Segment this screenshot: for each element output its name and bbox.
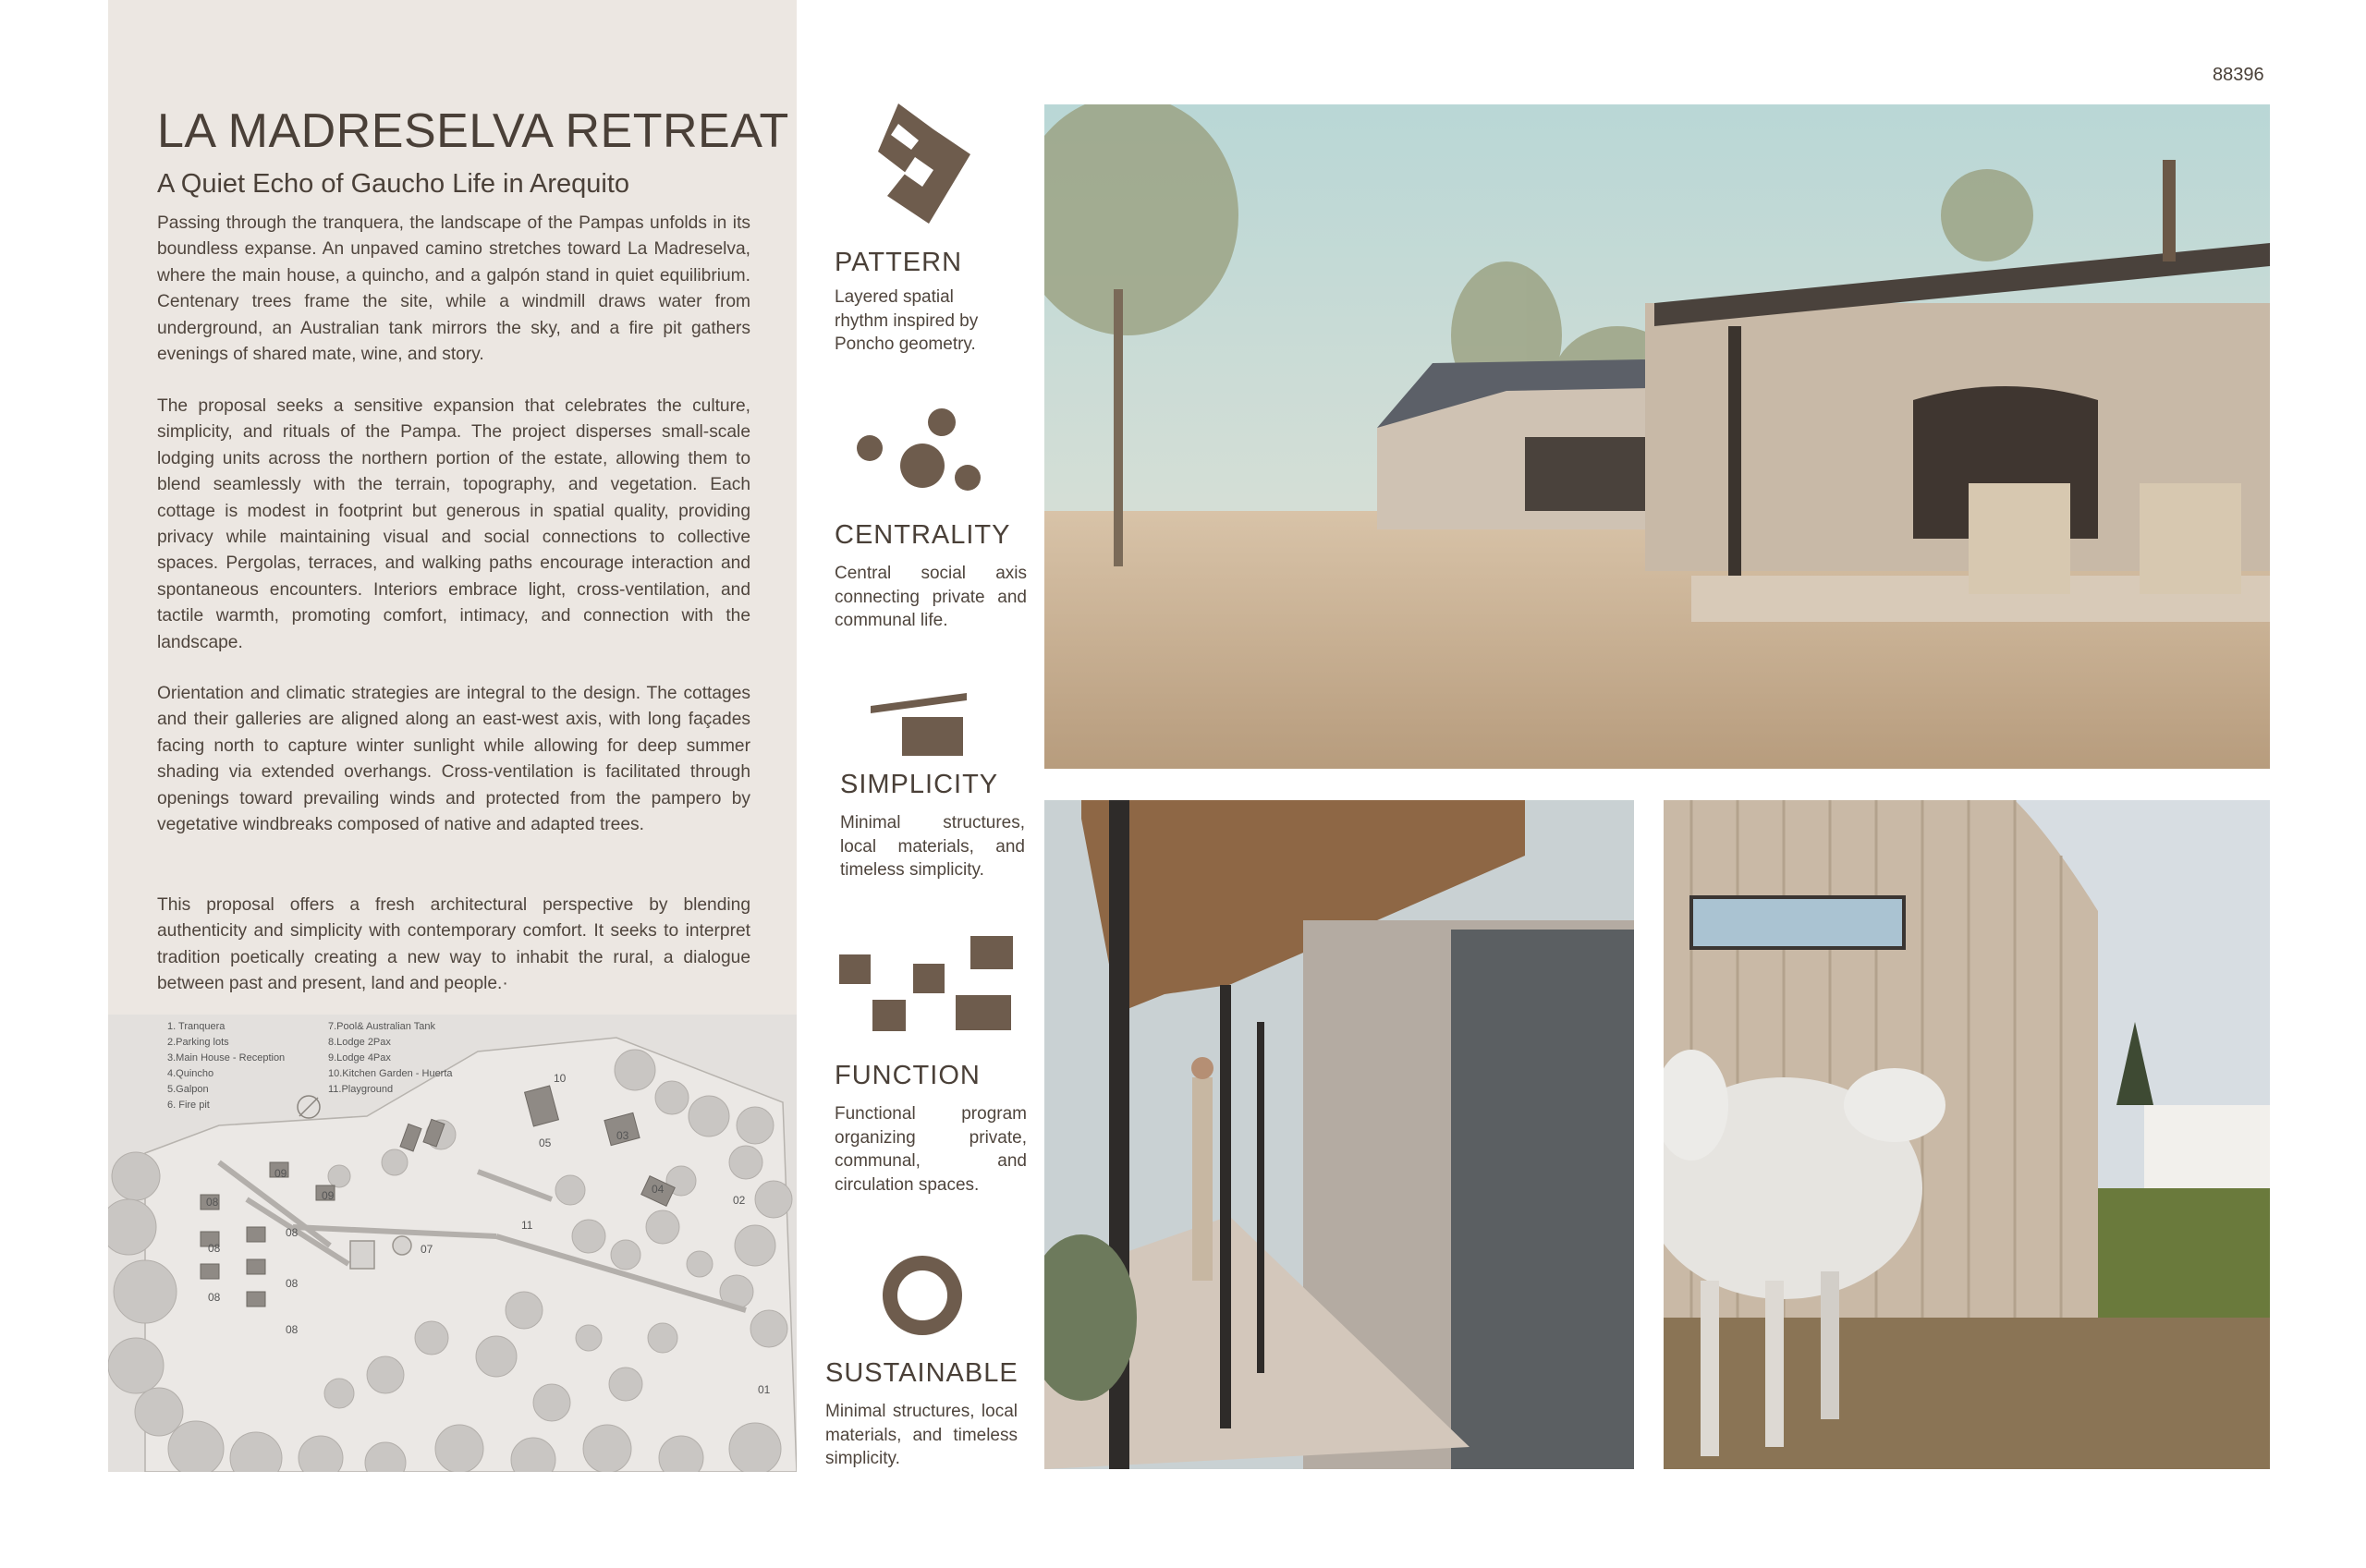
plan-label: 08: [208, 1291, 221, 1304]
concept-description: Minimal structures, local materials, and timeless simplicity.: [825, 1402, 1018, 1468]
concept-title: PATTERN: [835, 248, 963, 277]
plan-label: 08: [286, 1323, 299, 1336]
sustainable-ring-icon: [880, 1253, 965, 1338]
plan-label: 09: [322, 1189, 335, 1202]
plan-label: 04: [652, 1183, 665, 1196]
project-title: LA MADRESELVA RETREAT: [157, 104, 789, 158]
plan-label: 02: [733, 1194, 746, 1207]
plan-label: 08: [206, 1196, 219, 1209]
concept-description: Minimal structures, local materials, and timeless simplicity.: [840, 813, 1025, 880]
description-paragraph: Passing through the tranquera, the landscape of the Pampas unfolds in its boundless expanse. An unpaved camino stretches toward La Madreselva, where the main house, a quincho, and a galpón stand in quiet equilibrium. Centenary trees frame the site, while a windmill draws water from underground, an Australian tank mirrors the sky, and a fire pit gathers evenings of shared mate, wine, and story.: [157, 213, 750, 365]
site-plan: [108, 1015, 797, 1472]
concept-title: FUNCTION: [835, 1061, 981, 1090]
project-subtitle: A Quiet Echo of Gaucho Life in Arequito: [157, 169, 630, 199]
function-blocks-icon: [839, 936, 1015, 1031]
horses-barn-photo: [1664, 800, 2270, 1469]
concept-centrality: [835, 520, 1027, 633]
description-paragraph: Orientation and climatic strategies are integral to the design. The cottages and their galleries are aligned along an east-west axis, with long façades facing north to capture winter sunlight while allowing for deep summer shading via extended overhangs. Cross-ventilation is facilitated through openings toward prevailing winds and protected from the pampero by vegetative windbreaks composed of native and adapted trees.: [157, 684, 750, 835]
centrality-dots-icon: [855, 407, 984, 494]
concept-title: SIMPLICITY: [840, 770, 999, 799]
plan-label: 05: [539, 1136, 552, 1149]
plan-label: 09: [274, 1167, 287, 1180]
plan-label: 08: [286, 1277, 299, 1290]
plan-label: 01: [758, 1383, 771, 1396]
description-paragraph: This proposal offers a fresh architectural perspective by blending authenticity and simplicity with contemporary comfort. It seeks to interpret tradition poetically creating a new way to inhabit the rural, a dialogue between past and present, land and people.·: [157, 895, 750, 994]
concept-description: Functional program organizing private, communal, and circulation spaces.: [835, 1104, 1027, 1195]
description-paragraph: The proposal seeks a sensitive expansion that celebrates the culture, simplicity, and rituals of the Pampa. The project disperses small-scale lodging units across the northern portion of the estate, allowing them to blend seamlessly with the terrain, topography, and vegetation. Each cottage is modest in footprint but generous in spatial quality, providing privacy while maintaining visual and social connections to collective spaces. Pergolas, terraces, and walking paths encourage interaction and spontaneous encounters. Interiors embrace light, cross-ventilation, and tactile warmth, promoting comfort, intimacy, and connection with the landscape.: [157, 396, 750, 652]
concept-function: [835, 1061, 1027, 1197]
concept-pattern: [835, 248, 1001, 357]
plan-legend: 1. Tranquera 2.Parking lots 3.Main House - Reception 4.Quincho 5.Galpon 6. Fire pit: [167, 1021, 286, 1111]
plan-label: 08: [286, 1226, 299, 1239]
project-code: 88396: [2213, 65, 2264, 85]
plan-label: 03: [616, 1129, 629, 1142]
concept-title: SUSTAINABLE: [825, 1358, 1018, 1388]
concept-sustainable: [825, 1358, 1018, 1471]
concept-title: CENTRALITY: [835, 520, 1011, 550]
simplicity-roof-icon: [869, 693, 970, 758]
plan-label: 11: [521, 1219, 533, 1232]
concept-description: Central social axis connecting private and communal life.: [835, 564, 1027, 630]
cottage-gallery-photo: [1044, 800, 1634, 1469]
plan-label: 08: [208, 1242, 221, 1255]
plan-legend: 7.Pool& Australian Tank 8.Lodge 2Pax 9.Lodge 4Pax 10.Kitchen Garden - Huerta 11.Playground: [328, 1021, 453, 1095]
plan-label: 07: [421, 1243, 433, 1256]
poncho-pattern-icon: [878, 103, 970, 224]
plan-label: 10: [554, 1072, 567, 1085]
concept-simplicity: [840, 770, 1025, 882]
concept-description: Layered spatial rhythm inspired by Poncho geometry.: [835, 287, 979, 354]
cottage-exterior-photo: [1044, 104, 2270, 769]
